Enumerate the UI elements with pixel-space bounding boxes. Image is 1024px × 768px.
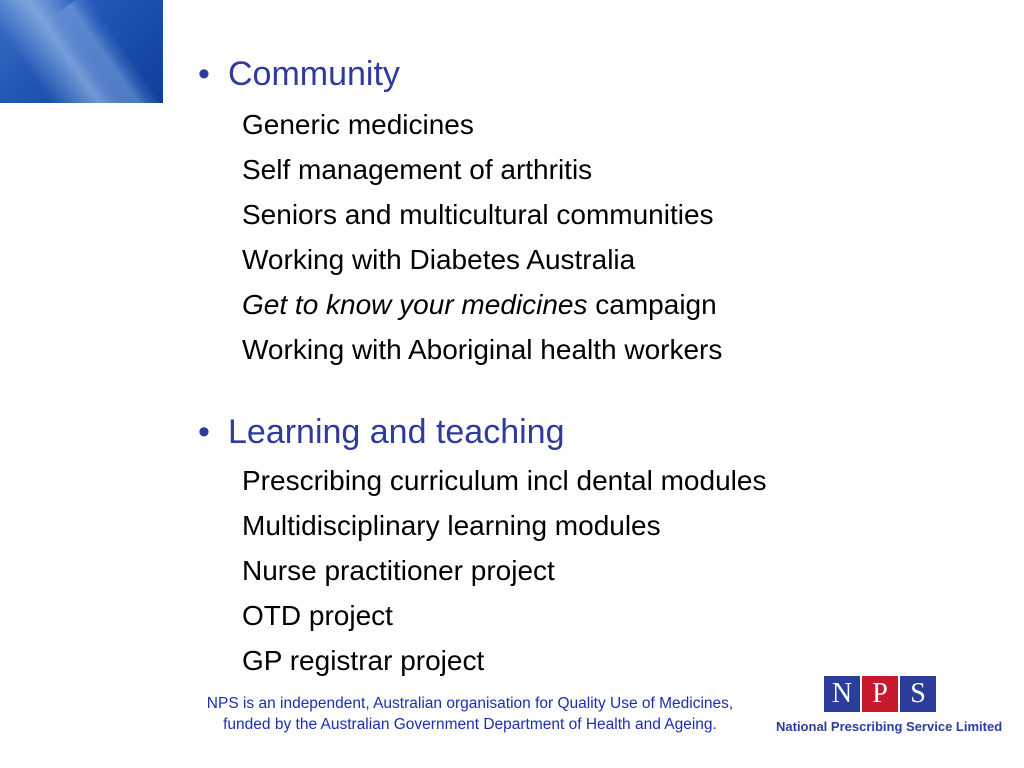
corner-decoration [0, 0, 163, 103]
heading-text: Learning and teaching [228, 413, 565, 451]
list-item: OTD project [242, 600, 393, 631]
logo-letter-n: N [824, 676, 860, 712]
campaign-title: Get to know your medicines [242, 289, 588, 320]
list-item: Generic medicines [242, 109, 474, 140]
list-item: Multidisciplinary learning modules [242, 510, 661, 541]
logo-letter-boxes [824, 676, 936, 712]
heading-community [198, 55, 400, 94]
logo-name: National Prescribing Service Limited [776, 719, 1003, 734]
list-item [242, 289, 717, 321]
heading-learning-teaching [198, 413, 565, 452]
list-item: Prescribing curriculum incl dental modules [242, 465, 767, 496]
footer-note [150, 693, 790, 735]
list-item: Self management of arthritis [242, 154, 593, 185]
bullet-icon: • [198, 55, 210, 93]
logo-letter-p: P [862, 676, 898, 712]
nps-logo [772, 676, 1003, 740]
footer-line-2: funded by the Australian Government Department of Health and Ageing. [223, 716, 717, 733]
logo-letter-s: S [900, 676, 936, 712]
campaign-suffix: campaign [587, 289, 717, 320]
heading-text: Community [228, 55, 400, 93]
list-item: Nurse practitioner project [242, 555, 555, 586]
list-item: Seniors and multicultural communities [242, 199, 714, 230]
list-item: GP registrar project [242, 645, 485, 676]
list-item: Working with Diabetes Australia [242, 244, 636, 275]
list-item: Working with Aboriginal health workers [242, 334, 723, 365]
bullet-icon: • [198, 413, 210, 451]
footer-line-1: NPS is an independent, Australian organisation for Quality Use of Medicines, [206, 695, 734, 712]
